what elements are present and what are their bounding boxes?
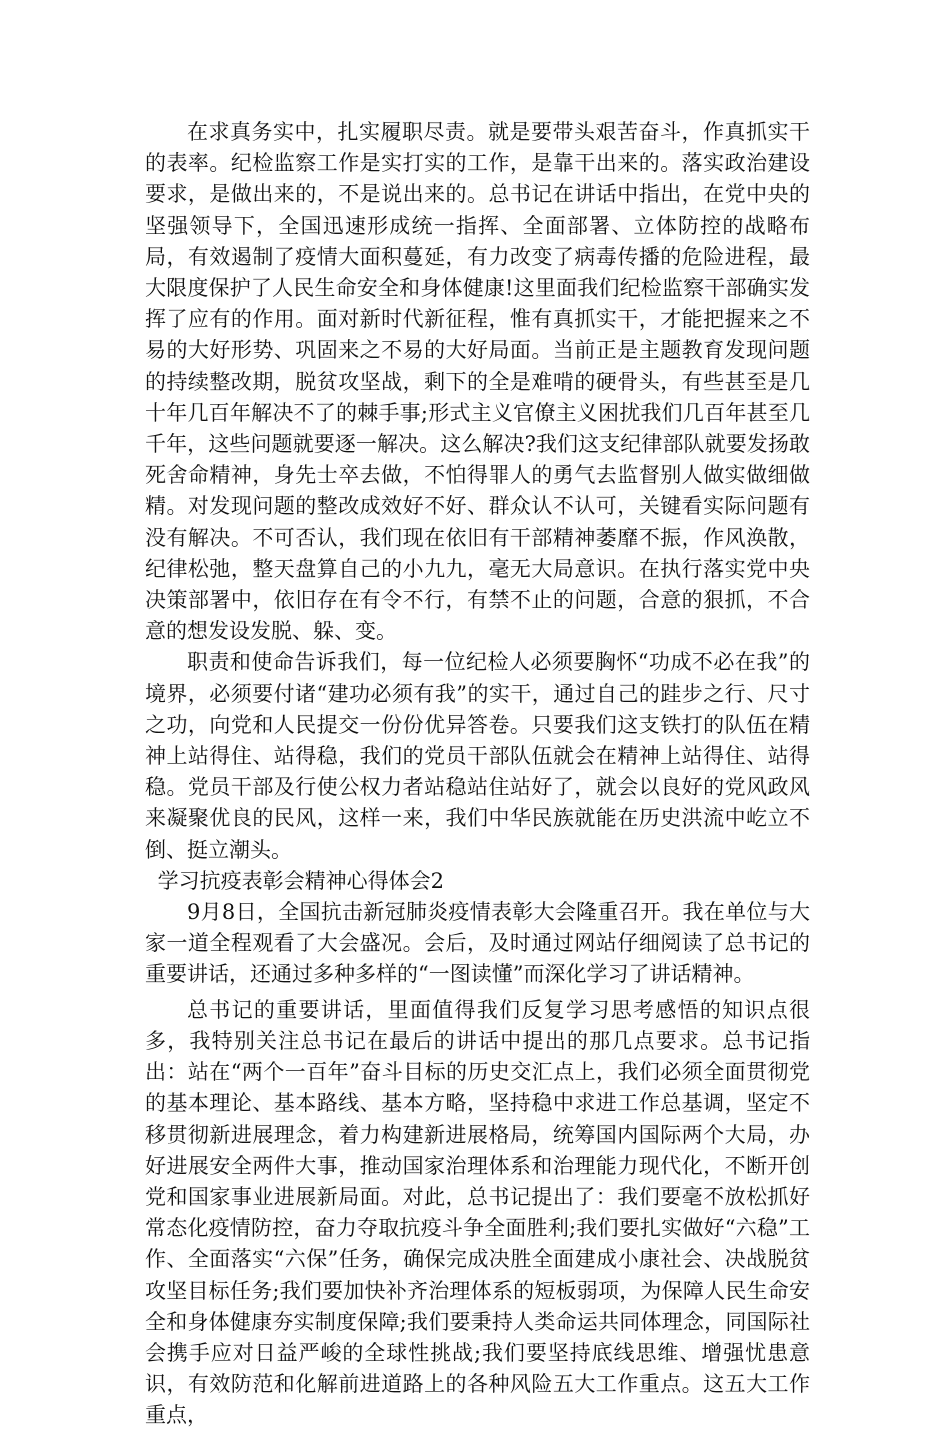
section-heading: 学习抗疫表彰会精神心得体会2 xyxy=(157,868,444,893)
document-body xyxy=(145,117,810,1432)
paragraph-2: 职责和使命告诉我们，每一位纪检人必须要胸怀“功成不必在我”的境界，必须要付诸“建功必须有我”的实干，通过自己的跬步之行、尺寸之功，向党和人民提交一份份优异答卷。只要我们这支铁打的队伍在精神上站得住、站得稳，我们的党员干部队伍就会在精神上站得住、站得稳。党员干部及行使公权力者站稳站住站好了，就会以良好的党风政风来凝聚优良的民风，这样一来，我们中华民族就能在历史洪流中屹立不倒、挺立潮头。 xyxy=(145,650,810,862)
paragraph-3: 9月8日，全国抗击新冠肺炎疫情表彰大会隆重召开。我在单位与大家一道全程观看了大会盛况。会后，及时通过网站仔细阅读了总书记的重要讲话，还通过多种多样的“一图读懂”而深化学习了讲话精神。 xyxy=(145,900,810,987)
paragraph-1: 在求真务实中，扎实履职尽责。就是要带头艰苦奋斗，作真抓实干的表率。纪检监察工作是实打实的工作，是靠干出来的。落实政治建设要求，是做出来的，不是说出来的。总书记在讲话中指出，在党中央的坚强领导下，全国迅速形成统一指挥、全面部署、立体防控的战略布局，有效遏制了疫情大面积蔓延，有力改变了病毒传播的危险进程，最大限度保护了人民生命安全和身体健康!这里面我们纪检监察干部确实发挥了应有的作用。面对新时代新征程，惟有真抓实干，才能把握来之不易的大好形势、巩固来之不易的大好局面。当前正是主题教育发现问题的持续整改期，脱贫攻坚战，剩下的全是难啃的硬骨头，有些甚至是几十年几百年解决不了的棘手事;形式主义官僚主义困扰我们几百年甚至几千年，这些问题就要逐一解决。这么解决?我们这支纪律部队就要发扬敢死舍命精神，身先士卒去做，不怕得罪人的勇气去监督别人做实做细做精。对发现问题的整改成效好不好、群众认不认可，关键看实际问题有没有解决。不可否认，我们现在依旧有干部精神萎靡不振，作风涣散，纪律松弛，整天盘算自己的小九九，毫无大局意识。在执行落实党中央决策部署中，依旧存在有令不行，有禁不止的问题，合意的狠抓，不合意的想发设发脱、躲、变。 xyxy=(145,120,810,644)
paragraph-4: 总书记的重要讲话，里面值得我们反复学习思考感悟的知识点很多，我特别关注总书记在最后的讲话中提出的那几点要求。总书记指出：站在“两个一百年”奋斗目标的历史交汇点上，我们必须全面贯彻党的基本理论、基本路线、基本方略，坚持稳中求进工作总基调，坚定不移贯彻新进展理念，着力构建新进展格局，统筹国内国际两个大局，办好进展安全两件大事，推动国家治理体系和治理能力现代化，不断开创党和国家事业进展新局面。对此，总书记提出了：我们要毫不放松抓好常态化疫情防控，奋力夺取抗疫斗争全面胜利;我们要扎实做好“六稳”工作、全面落实“六保”任务，确保完成决胜全面建成小康社会、决战脱贫攻坚目标任务;我们要加快补齐治理体系的短板弱项，为保障人民生命安全和身体健康夯实制度保障;我们要秉持人类命运共同体理念，同国际社会携手应对日益严峻的全球性挑战;我们要坚持底线思维、增强忧患意识，有效防范和化解前进道路上的各种风险五大工作重点。这五大工作重点， xyxy=(145,997,810,1428)
